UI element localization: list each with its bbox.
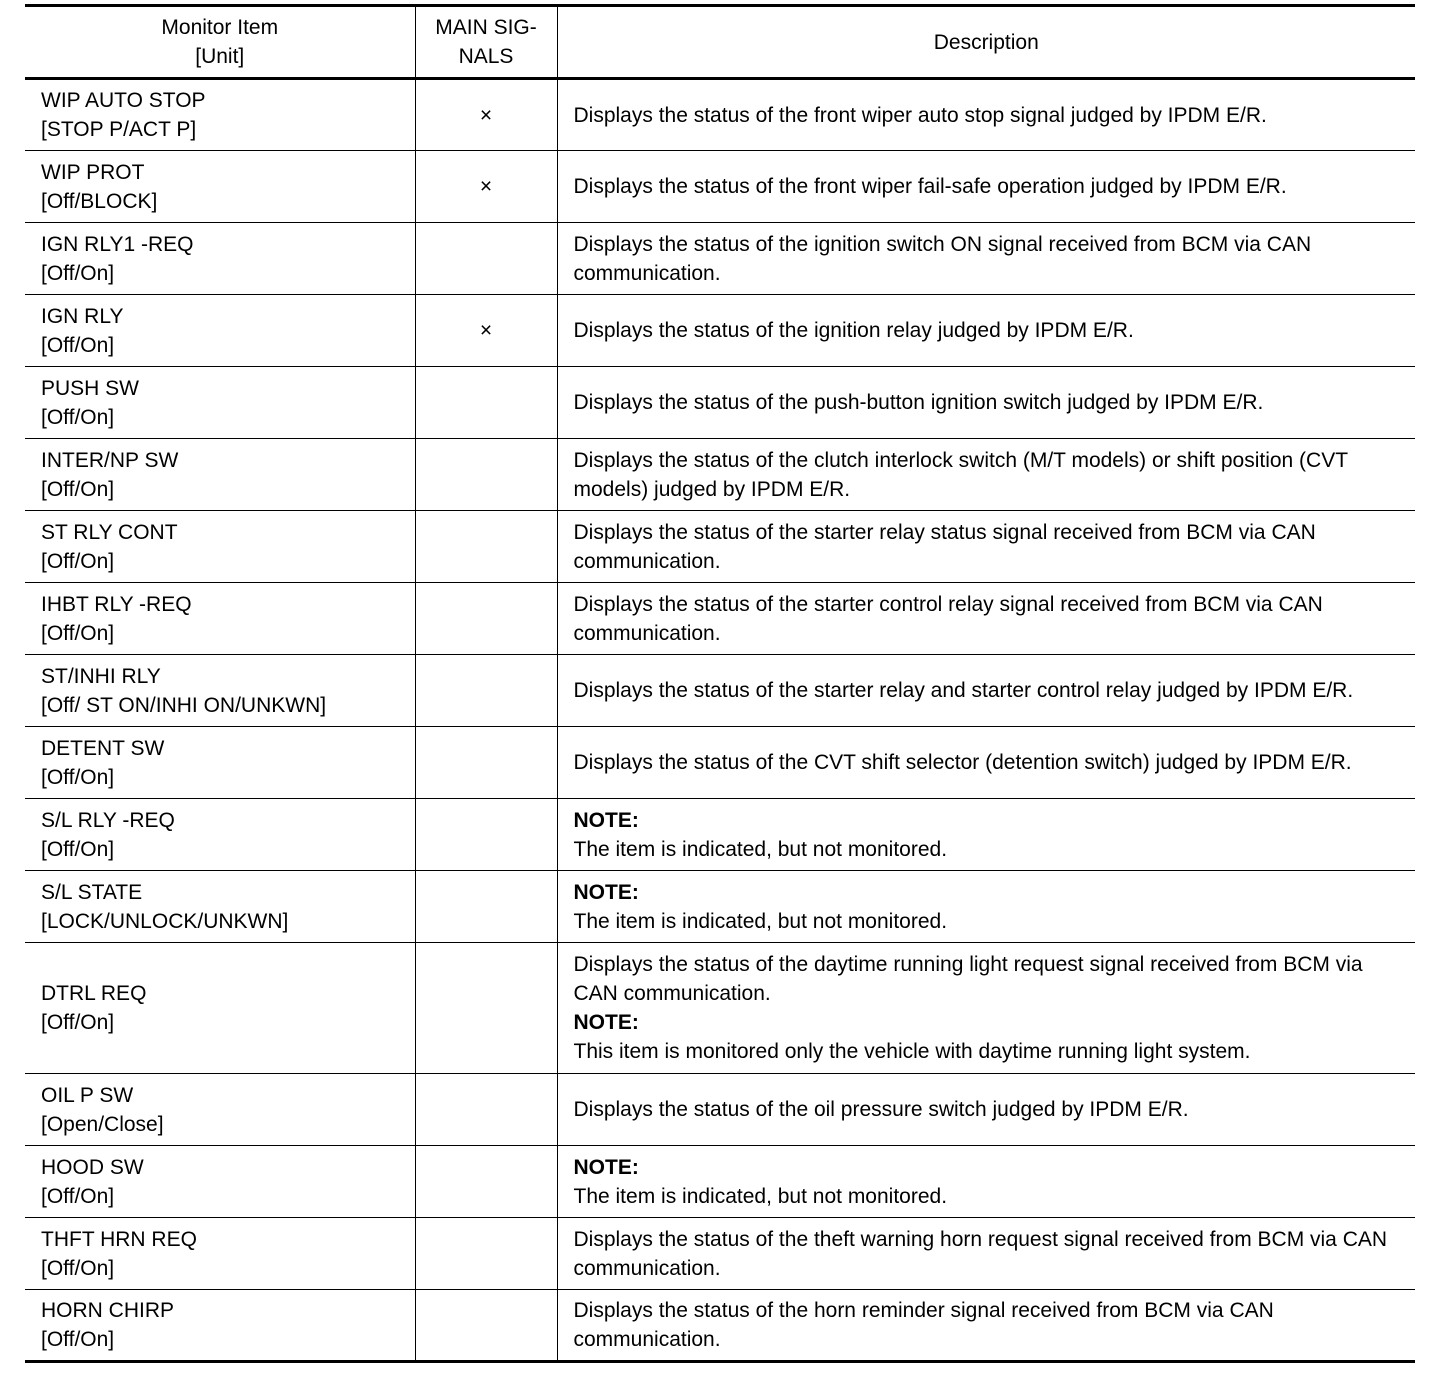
monitor-item-name: INTER/NP SW xyxy=(41,448,179,472)
table-row xyxy=(25,583,1415,655)
description-text: Displays the status of the front wiper fail-safe operation judged by IPDM E/R. xyxy=(573,175,1287,198)
monitor-item-cell xyxy=(25,871,415,943)
description-cell xyxy=(557,511,1415,583)
description-cell xyxy=(557,583,1415,655)
monitor-item-table xyxy=(25,4,1415,1363)
main-signal-cell xyxy=(415,223,557,295)
monitor-item-unit: [Off/On] xyxy=(41,1011,115,1034)
header-monitor-item xyxy=(25,6,415,79)
description-cell xyxy=(557,223,1415,295)
monitor-item-unit: [Off/On] xyxy=(41,405,115,429)
table-row xyxy=(25,727,1415,799)
main-signal-cell xyxy=(415,799,557,871)
monitor-item-name: WIP PROT xyxy=(41,160,145,184)
table-row xyxy=(25,1218,1415,1290)
description-cell xyxy=(557,1146,1415,1218)
description-cell xyxy=(557,439,1415,511)
description-cell xyxy=(557,1290,1415,1362)
description-text: Displays the status of the front wiper auto stop signal judged by IPDM E/R. xyxy=(573,103,1267,127)
main-signal-cell: × xyxy=(415,79,557,151)
table-row xyxy=(25,151,1415,223)
table-row xyxy=(25,943,1415,1074)
description-cell xyxy=(557,871,1415,943)
note-text: The item is indicated, but not monitored. xyxy=(573,909,948,933)
table-row xyxy=(25,871,1415,943)
monitor-item-cell xyxy=(25,367,415,439)
header-main-signals xyxy=(415,6,557,79)
monitor-item-unit: [STOP P/ACT P] xyxy=(41,118,197,141)
header-unit-label: [Unit] xyxy=(195,45,245,68)
description-text: Displays the status of the CVT shift selector (detention switch) judged by IPDM E/R. xyxy=(573,751,1352,774)
description-cell xyxy=(557,79,1415,151)
monitor-item-cell xyxy=(25,1290,415,1362)
description-text: Displays the status of the ignition switch ON signal received from BCM via CAN communication. xyxy=(573,232,1312,285)
main-signal-cell xyxy=(415,367,557,439)
monitor-item-name: DETENT SW xyxy=(41,736,165,760)
description-cell xyxy=(557,655,1415,727)
monitor-item-cell xyxy=(25,727,415,799)
table-row xyxy=(25,367,1415,439)
main-signal-cell xyxy=(415,871,557,943)
table-row xyxy=(25,1290,1415,1362)
header-row xyxy=(25,6,1415,79)
description-cell xyxy=(557,727,1415,799)
monitor-item-unit: [Off/On] xyxy=(41,837,115,861)
monitor-item-name: WIP AUTO STOP xyxy=(41,89,206,112)
note-text: This item is monitored only the vehicle with daytime running light system. xyxy=(573,1040,1251,1063)
main-signal-cell xyxy=(415,1290,557,1362)
description-cell xyxy=(557,1218,1415,1290)
table-row xyxy=(25,79,1415,151)
note-text: The item is indicated, but not monitored. xyxy=(573,1184,948,1208)
description-text: Displays the status of the theft warning horn request signal received from BCM via CAN communication. xyxy=(573,1227,1388,1280)
monitor-item-cell xyxy=(25,1074,415,1146)
table-header xyxy=(25,6,1415,79)
description-text: Displays the status of the starter relay status signal received from BCM via CAN communication. xyxy=(573,520,1316,573)
monitor-item-name: ST/INHI RLY xyxy=(41,664,161,688)
table-row xyxy=(25,439,1415,511)
monitor-item-name: ST RLY CONT xyxy=(41,520,178,544)
monitor-item-cell xyxy=(25,799,415,871)
description-text: Displays the status of the oil pressure switch judged by IPDM E/R. xyxy=(573,1098,1189,1121)
monitor-item-unit: [Off/On] xyxy=(41,1256,115,1280)
monitor-item-name: S/L STATE xyxy=(41,880,143,904)
header-description: Description xyxy=(557,6,1415,79)
description-text: Displays the status of the ignition relay judged by IPDM E/R. xyxy=(573,319,1134,342)
main-signal-cell xyxy=(415,511,557,583)
monitor-item-unit: [Off/On] xyxy=(41,477,115,501)
main-signal-cell xyxy=(415,1146,557,1218)
description-cell xyxy=(557,799,1415,871)
table-row xyxy=(25,295,1415,367)
monitor-item-unit: [Off/On] xyxy=(41,1328,115,1351)
main-signal-cell: × xyxy=(415,151,557,223)
monitor-item-unit: [Off/On] xyxy=(41,549,115,573)
note-label: NOTE: xyxy=(573,880,639,904)
main-signal-cell xyxy=(415,655,557,727)
table-row xyxy=(25,1074,1415,1146)
monitor-item-cell xyxy=(25,655,415,727)
monitor-item-unit: [Off/On] xyxy=(41,261,115,285)
description-cell xyxy=(557,151,1415,223)
monitor-item-cell xyxy=(25,439,415,511)
description-cell xyxy=(557,943,1415,1074)
monitor-item-name: IGN RLY1 -REQ xyxy=(41,232,194,256)
main-signal-cell xyxy=(415,943,557,1074)
monitor-item-cell xyxy=(25,223,415,295)
monitor-item-name: S/L RLY -REQ xyxy=(41,808,175,832)
monitor-item-unit: [Off/ ST ON/INHI ON/UNKWN] xyxy=(41,693,327,717)
description-text: Displays the status of the starter control relay signal received from BCM via CAN communication. xyxy=(573,592,1323,645)
monitor-item-cell xyxy=(25,79,415,151)
description-text: Displays the status of the starter relay and starter control relay judged by IPDM E/R. xyxy=(573,679,1354,702)
monitor-item-unit: [Off/On] xyxy=(41,1184,115,1208)
description-text: Displays the status of the push-button ignition switch judged by IPDM E/R. xyxy=(573,391,1264,414)
description-cell xyxy=(557,295,1415,367)
monitor-item-cell xyxy=(25,583,415,655)
monitor-item-cell xyxy=(25,511,415,583)
description-text: Displays the status of the clutch interlock switch (M/T models) or shift position (CVT models) judged by IPDM E/R. xyxy=(573,448,1348,501)
monitor-item-name: IGN RLY xyxy=(41,304,124,328)
header-item-label: Monitor Item xyxy=(161,16,279,39)
description-text: Displays the status of the daytime running light request signal received from BCM via CAN communication. xyxy=(573,953,1363,1005)
monitor-item-name: HOOD SW xyxy=(41,1155,144,1179)
description-cell xyxy=(557,367,1415,439)
table-row xyxy=(25,223,1415,295)
monitor-item-unit: [Off/On] xyxy=(41,621,115,645)
monitor-item-name: HORN CHIRP xyxy=(41,1299,175,1322)
table-row xyxy=(25,511,1415,583)
monitor-item-unit: [Off/BLOCK] xyxy=(41,189,158,213)
monitor-item-name: PUSH SW xyxy=(41,376,140,400)
monitor-item-unit: [Off/On] xyxy=(41,765,115,789)
main-signal-cell: × xyxy=(415,295,557,367)
monitor-item-unit: [Off/On] xyxy=(41,333,115,357)
monitor-item-cell xyxy=(25,295,415,367)
monitor-item-name: THFT HRN REQ xyxy=(41,1227,197,1251)
note-label: NOTE: xyxy=(573,808,639,832)
main-signal-cell xyxy=(415,1074,557,1146)
monitor-item-cell xyxy=(25,1146,415,1218)
monitor-item-cell xyxy=(25,151,415,223)
table-row xyxy=(25,1146,1415,1218)
header-signals-line2: NALS xyxy=(458,45,514,68)
table-row xyxy=(25,799,1415,871)
note-label: NOTE: xyxy=(573,1011,639,1034)
main-signal-cell xyxy=(415,439,557,511)
description-cell xyxy=(557,1074,1415,1146)
main-signal-cell xyxy=(415,583,557,655)
main-signal-cell xyxy=(415,727,557,799)
header-signals-line1: MAIN SIG- xyxy=(435,16,537,39)
note-text: The item is indicated, but not monitored. xyxy=(573,837,948,861)
description-text: Displays the status of the horn reminder signal received from BCM via CAN communication. xyxy=(573,1299,1274,1351)
table-row xyxy=(25,655,1415,727)
note-label: NOTE: xyxy=(573,1155,639,1179)
monitor-item-name: DTRL REQ xyxy=(41,982,147,1005)
table-body xyxy=(25,79,1415,1362)
monitor-item-unit: [Open/Close] xyxy=(41,1112,164,1136)
monitor-item-name: IHBT RLY -REQ xyxy=(41,592,192,616)
monitor-item-name: OIL P SW xyxy=(41,1083,134,1107)
main-signal-cell xyxy=(415,1218,557,1290)
monitor-item-cell xyxy=(25,943,415,1074)
monitor-item-unit: [LOCK/UNLOCK/UNKWN] xyxy=(41,909,289,933)
monitor-item-cell xyxy=(25,1218,415,1290)
